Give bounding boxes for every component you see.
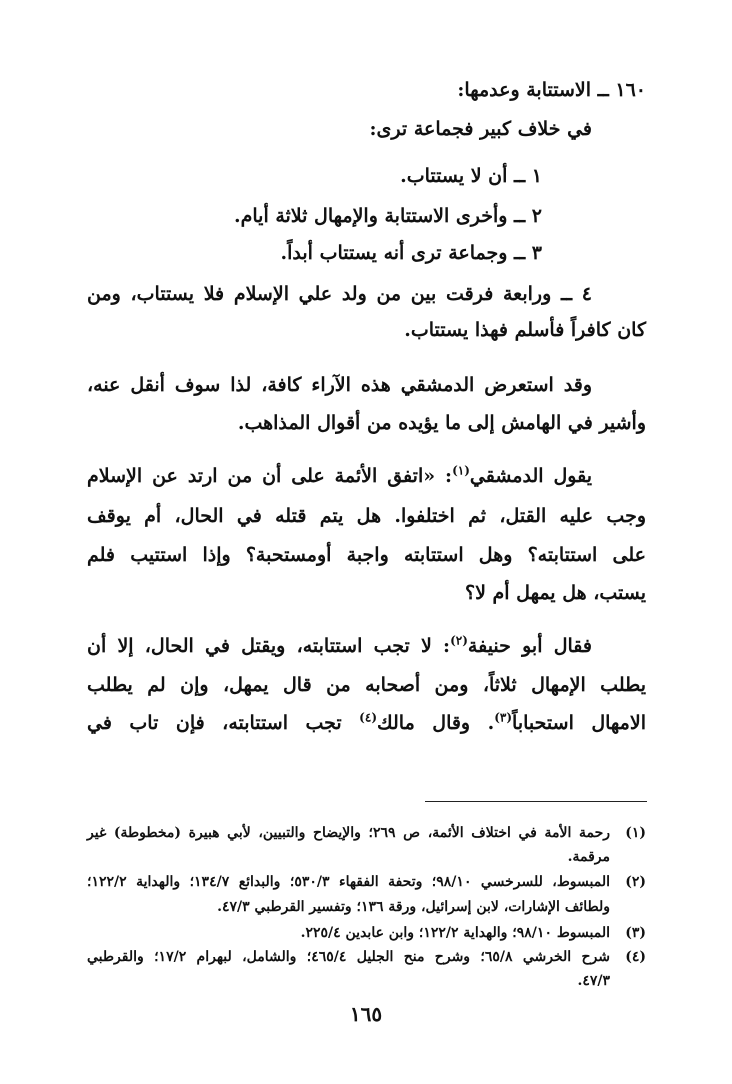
footnote-line: ولطائف الإشارات، لابن إسرائيل، ورقة ١٣٦؛ وتفسير القرطبي ٤٧/٣. bbox=[217, 899, 610, 915]
section-heading: ١٦٠ ــ الاستتابة وعدمها: bbox=[457, 79, 646, 101]
footnote-line: مرقمة. bbox=[567, 849, 610, 865]
footnote-line: المبسوط ٩٨/١٠؛ والهداية ١٢٢/٢؛ وابن عابدين ٢٢٥/٤. bbox=[300, 925, 610, 941]
paragraph-line: وقد استعرض الدمشقي هذه الآراء كافة، لذا سوف أنقل عنه، bbox=[87, 374, 592, 396]
footnote-number: (١) bbox=[625, 825, 646, 841]
paragraph-text: الامهال استحباباً bbox=[512, 712, 646, 734]
footnote-reference: (٢) bbox=[450, 633, 468, 648]
footnote-line: المبسوط، للسرخسي ٩٨/١٠؛ وتحفة الفقهاء ٥٣٠/٣؛ والبدائع ١٣٤/٧؛ والهداية ١٢٢/٢؛ bbox=[87, 874, 610, 890]
paragraph-line bbox=[87, 633, 592, 659]
footnote-line: شرح الخرشي ٦٥/٨؛ وشرح منح الجليل ٤٦٥/٤؛ والشامل، لبهرام ١٧/٢؛ والقرطبي bbox=[87, 949, 610, 965]
list-item: ٤ ــ ورابعة فرقت بين من ولد علي الإسلام فلا يستتاب، ومن bbox=[87, 283, 592, 305]
paragraph-line: يطلب الإمهال ثلاثاً، ومن أصحابه من قال يمهل، وإن لم يطلب bbox=[87, 674, 646, 696]
paragraph-text: : لا تجب استتابته، ويقتل في الحال، إلا أن bbox=[87, 635, 451, 657]
footnote-separator bbox=[425, 801, 647, 802]
footnote-line: رحمة الأمة في اختلاف الأئمة، ص ٢٦٩؛ والإيضاح والتبيين، لأبي هبيرة (مخطوطة) غير bbox=[87, 825, 610, 841]
page-number: ١٦٥ bbox=[349, 1002, 383, 1026]
footnote-number: (٢) bbox=[625, 874, 646, 890]
paragraph-text: : «اتفق الأئمة على أن من ارتد عن الإسلام bbox=[87, 465, 453, 487]
paragraph-text: فقال أبو حنيفة bbox=[467, 635, 592, 657]
section-intro: في خلاف كبير فجماعة ترى: bbox=[369, 118, 592, 140]
paragraph-line: وأشير في الهامش إلى ما يؤيده من أقوال المذاهب. bbox=[237, 412, 646, 434]
footnote-line: ٤٧/٣. bbox=[577, 973, 610, 989]
list-item: ٢ ــ وأخرى الاستتابة والإمهال ثلاثة أيام. bbox=[233, 205, 542, 227]
footnote-number: (٤) bbox=[625, 949, 646, 965]
paragraph-line: وجب عليه القتل، ثم اختلفوا. هل يتم قتله في الحال، أم يوقف bbox=[87, 505, 646, 527]
paragraph-text: يقول الدمشقي bbox=[469, 465, 592, 487]
list-item-continuation: كان كافراً فأسلم فهذا يستتاب. bbox=[404, 319, 646, 341]
paragraph-line: على استتابته؟ وهل استتابته واجبة أومستحبة؟ وإذا استتيب فلم bbox=[87, 544, 646, 566]
footnote-reference: (٣) bbox=[494, 710, 513, 725]
footnote-number: (٣) bbox=[625, 925, 646, 941]
paragraph-line: يستب، هل يمهل أم لا؟ bbox=[464, 582, 646, 604]
list-item: ٣ ــ وجماعة ترى أنه يستتاب أبداً. bbox=[280, 242, 542, 264]
paragraph-line bbox=[87, 710, 646, 736]
paragraph-text: تجب استتابته، فإن تاب في bbox=[87, 712, 360, 734]
list-item: ١ ــ أن لا يستتاب. bbox=[400, 165, 542, 187]
paragraph-line bbox=[87, 463, 592, 489]
footnote-reference: (١) bbox=[452, 463, 470, 478]
paragraph-text: . وقال مالك bbox=[377, 712, 495, 734]
footnote-reference: (٤) bbox=[359, 710, 377, 725]
